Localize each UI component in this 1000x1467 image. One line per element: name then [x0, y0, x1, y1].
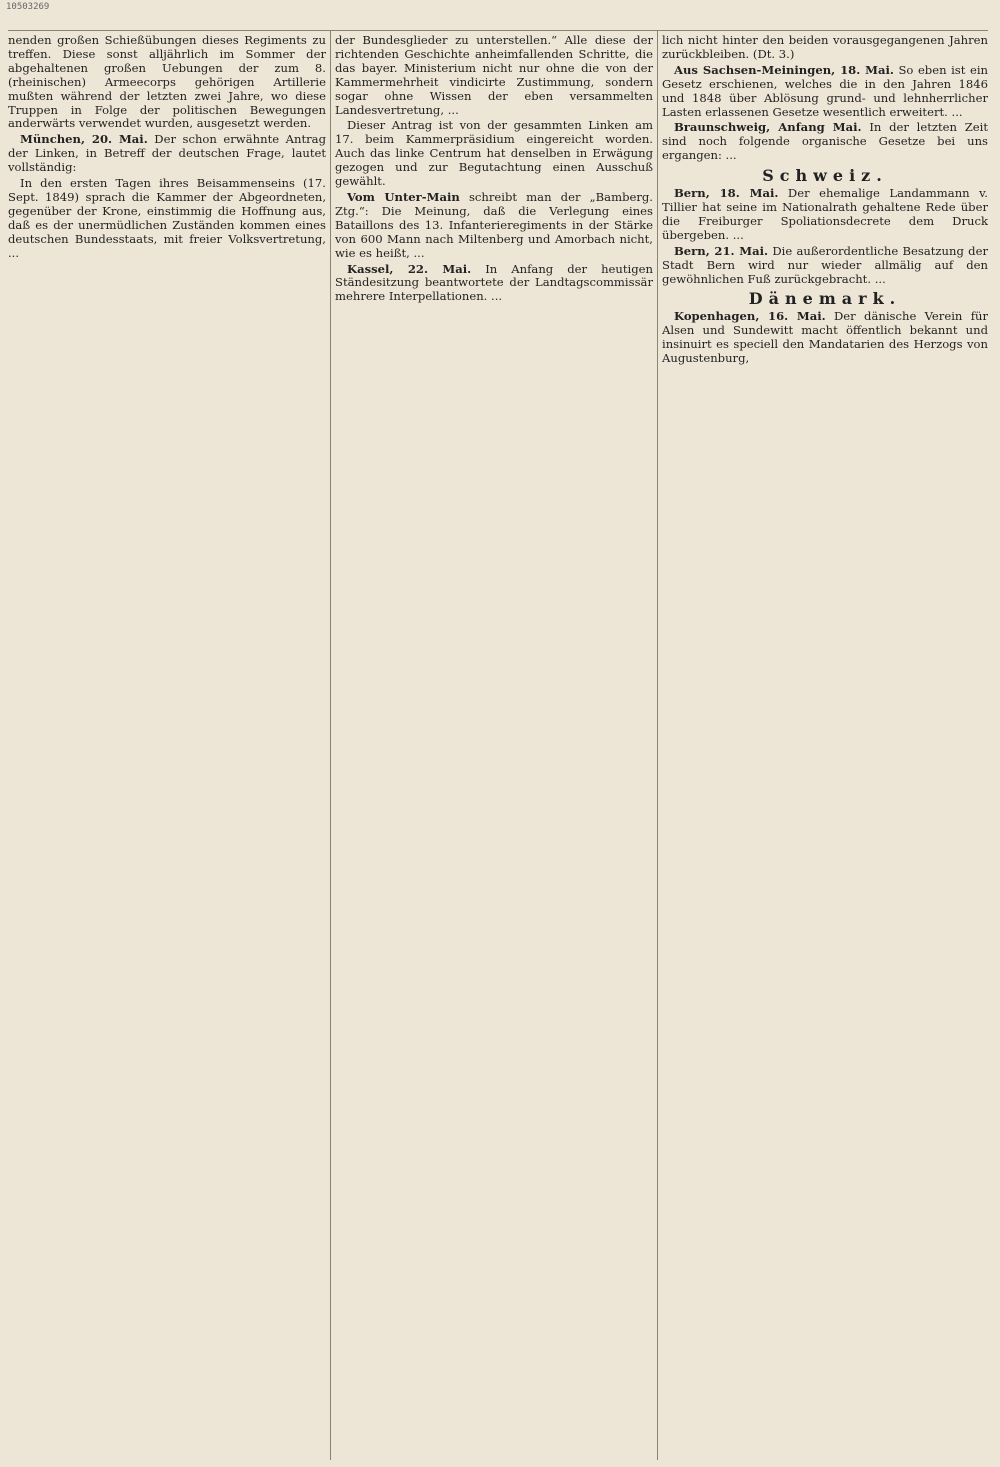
- article-text: In Anfang der heutigen Ständesitzung beantwortete der Landtagscommissär mehrere Interpellationen. ...: [335, 261, 653, 304]
- article-text: Der dänische Verein für Alsen und Sundewitt macht öffentlich bekannt und insinuirt es speciell den Mandatarien des Herzogs von Augustenburg,: [662, 309, 988, 366]
- column-divider: [657, 30, 658, 1460]
- column-2: [335, 34, 653, 1454]
- article-paragraph: [335, 191, 653, 261]
- article-paragraph: [662, 64, 988, 120]
- dateline: München, 20. Mai.: [20, 132, 148, 147]
- dateline: Vom Unter-Main: [347, 189, 460, 204]
- dateline: Kassel, 22. Mai.: [347, 261, 472, 276]
- article-text: Der schon erwähnte Antrag der Linken, in Betreff der deutschen Frage, lautet vollständig:: [8, 132, 326, 175]
- article-paragraph: [662, 187, 988, 243]
- column-divider: [330, 30, 331, 1460]
- article-text: Der ehemalige Landammann v. Tillier hat seine im Nationalrath gehaltene Rede über die Freiburger Spoliationsdecrete dem Druck übergeben. ...: [662, 186, 988, 242]
- dateline: Bern, 21. Mai.: [674, 243, 769, 258]
- article-text: Die außerordentliche Besatzung der Stadt Bern wird nur wieder allmälig auf den gewöhnlichen Fuß zurückgebracht. ...: [662, 243, 988, 286]
- article-paragraph: [662, 310, 988, 366]
- article-paragraph: [662, 245, 988, 287]
- column-1: [8, 34, 326, 1454]
- article-text: schreibt man der „Bamberg. Ztg.“: Die Meinung, daß die Verlegung eines Bataillons des 13. Infanterieregiments in der Stärke von 600 Mann nach Miltenberg und Amorbach nicht, wie es heißt, ...: [335, 189, 653, 260]
- article-text: In der letzten Zeit sind noch folgende organische Gesetze bei uns ergangen: ...: [662, 120, 988, 163]
- dateline: Braunschweig, Anfang Mai.: [674, 120, 862, 135]
- dateline: Aus Sachsen-Meiningen, 18. Mai.: [674, 62, 894, 77]
- article-text: der Bundesglieder zu unterstellen.“ Alle diese der richtenden Geschichte anheimfallenden Schritte, die das bayer. Ministerium nicht nur ohne die von der Kammermehrheit vindicirte Zustimmung, sondern sogar ohne Wissen der eben versammelten Landesvertretung, ...: [335, 34, 653, 117]
- header-rule: [8, 30, 988, 31]
- column-3: [662, 34, 988, 1454]
- section-heading-schweiz: Schweiz.: [762, 166, 888, 186]
- article-text: lich nicht hinter den beiden vorausgegangenen Jahren zurückbleiben. (Dt. 3.): [662, 34, 988, 61]
- page-id-label: 10503269: [6, 2, 50, 12]
- article-text: nenden großen Schießübungen dieses Regiments zu treffen. Diese sonst alljährlich im Sommer der abgehaltenen großen Uebungen der zum 8. (rheinischen) Armeecorps gehörigen Artillerie mußten während der letzten zwei Jahre, wo diese Truppen in Folge der politischen Bewegungen anderwärts verwendet wurden, ausgesetzt werden.: [8, 34, 326, 131]
- article-text: So eben ist ein Gesetz erschienen, welches die in den Jahren 1846 und 1848 über Ablösung grund- und lehnherrlicher Lasten erlassenen Gesetze wesentlich erweitert. ...: [662, 62, 988, 119]
- article-text: Dieser Antrag ist von der gesammten Linken am 17. beim Kammerpräsidium eingereicht worden. Auch das linke Centrum hat denselben in Erwägung gezogen und zur Begutachtung einen Ausschuß gewählt.: [335, 118, 653, 189]
- dateline: Kopenhagen, 16. Mai.: [674, 309, 826, 324]
- section-heading-daenemark: Dänemark.: [748, 289, 902, 309]
- article-paragraph: [662, 121, 988, 163]
- article-paragraph: [8, 133, 326, 175]
- article-paragraph: [335, 263, 653, 305]
- dateline: Bern, 18. Mai.: [674, 186, 779, 201]
- article-text: In den ersten Tagen ihres Beisammenseins (17. Sept. 1849) sprach die Kammer der Abgeordneten, gegenüber der Krone, einstimmig die Hoffnung aus, daß es der unermüdlichen Zuständen kommen eines deutschen Bundesstaats, mit freier Volksvertretung, ...: [8, 176, 326, 260]
